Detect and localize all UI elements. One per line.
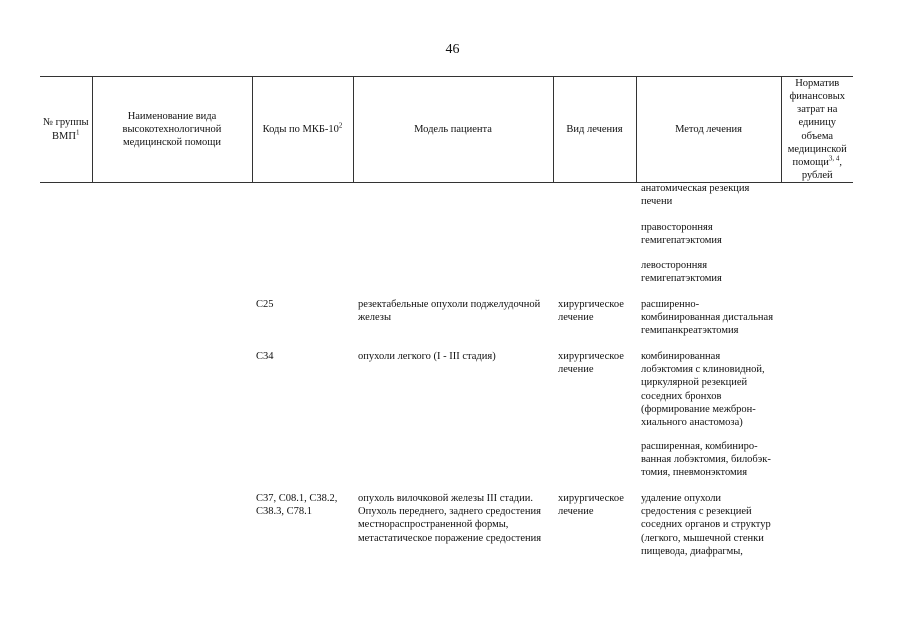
method-cell: расширенно- комбинированная дистальная гемипанкреатэктомия <box>641 299 774 337</box>
page-number: 46 <box>445 42 460 57</box>
method-cell: расширенная, комбиниро- ванная лобэктомия, билобэк- томия, пневмонэктомия <box>641 441 771 479</box>
header-group-number: № группы ВМП$^1$ <box>40 77 92 183</box>
header-treatment-type: Вид лечения <box>553 77 636 183</box>
treatment-type-cell: хирургическое лечение <box>558 299 624 324</box>
header-cost-standard: Норматив финансовых затрат на единицу объема медицинской помощи$^{3, 4}$, рублей <box>781 77 853 183</box>
header-icd-codes: Коды по МКБ-$10^2$ <box>252 77 353 183</box>
method-cell: правосторонняя гемигепатэктомия <box>641 222 722 247</box>
icd-code-cell: С37, С08.1, С38.2, С38.3, С78.1 <box>256 493 338 518</box>
table-header <box>40 76 853 183</box>
header-treatment-method: Метод лечения <box>636 77 781 183</box>
header-patient-model: Модель пациента <box>353 77 553 183</box>
method-cell: комбинированная лобэктомия с клиновидной, циркулярной резекцией соседних бронхов (формирование межброн- хиального анастомоза) <box>641 351 765 429</box>
method-cell: удаление опухоли средостения с резекцией соседних органов и структур (легкого, мышечной стенки пищевода, диафрагмы, <box>641 493 771 557</box>
method-cell: анатомическая резекция печени <box>641 183 750 208</box>
treatment-type-cell: хирургическое лечение <box>558 351 624 376</box>
icd-code-cell: С34 <box>256 351 274 362</box>
patient-model-cell: опухоли легкого (I - III стадия) <box>358 351 496 362</box>
treatment-type-cell: хирургическое лечение <box>558 493 624 518</box>
patient-model-cell: резектабельные опухоли поджелудочной железы <box>358 299 541 324</box>
icd-code-cell: С25 <box>256 299 274 310</box>
patient-model-cell: опухоль вилочковой железы III стадии. Опухоль переднего, заднего средостения местнораспространенной формы, метастатическое поражение средостения <box>358 493 542 544</box>
method-cell: левосторонняя гемигепатэктомия <box>641 260 722 285</box>
header-care-type-name: Наименование вида высокотехнологичной медицинской помощи <box>92 77 252 183</box>
